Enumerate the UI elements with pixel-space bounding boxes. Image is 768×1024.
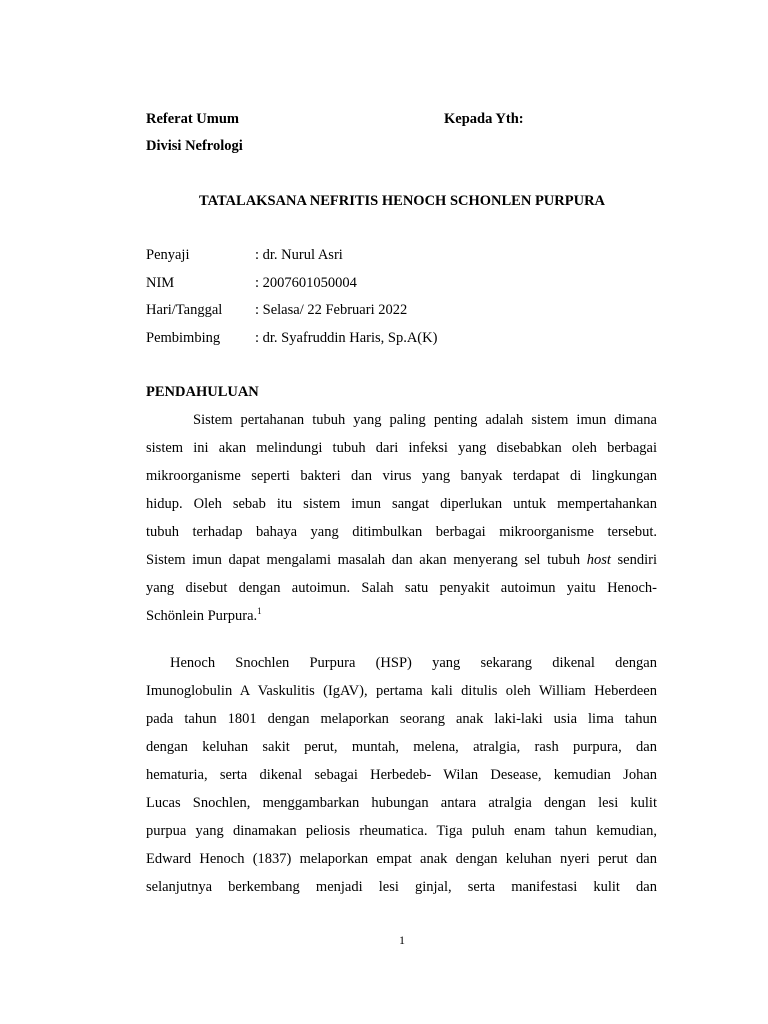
line-text: Schönlein Purpura.	[146, 608, 258, 624]
meta-label: Penyaji	[146, 247, 190, 263]
paragraph-line: Henoch Snochlen Purpura (HSP) yang sekarang dikenal dengan	[170, 655, 657, 671]
meta-value: : dr. Nurul Asri	[255, 247, 343, 263]
paragraph-line: dengan keluhan sakit perut, muntah, melena, atralgia, rash purpura, dan	[146, 739, 657, 755]
meta-label: NIM	[146, 275, 175, 291]
paragraph-1	[146, 410, 657, 634]
paragraph-line: purpua yang dinamakan peliosis rheumatica. Tiga puluh enam tahun kemudian,	[146, 823, 657, 839]
paragraph-2	[146, 653, 657, 905]
paragraph-line: Sistem pertahanan tubuh yang paling penting adalah sistem imun dimana	[193, 412, 657, 428]
section-heading: PENDAHULUAN	[146, 384, 259, 400]
line-tail: sendiri	[610, 552, 657, 568]
meta-label: Pembimbing	[146, 330, 221, 346]
paragraph-line: Imunoglobulin A Vaskulitis (IgAV), pertama kali ditulis oleh William Heberdeen	[146, 683, 657, 699]
italic-host: host	[586, 552, 611, 568]
header-divisi: Divisi Nefrologi	[146, 138, 243, 154]
footnote-ref: 1	[257, 606, 262, 616]
paragraph-line: tubuh terhadap bahaya yang ditimbulkan berbagai mikroorganisme tersebut.	[146, 524, 657, 540]
header-referat: Referat Umum	[146, 111, 240, 127]
meta-value: : Selasa/ 22 Februari 2022	[255, 302, 408, 318]
line-text: Sistem imun dapat mengalami masalah dan akan menyerang sel tubuh	[146, 552, 581, 568]
paragraph-line: hematuria, serta dikenal sebagai Herbedeb- Wilan Desease, kemudian Johan	[146, 767, 657, 783]
paragraph-line-host	[146, 550, 657, 578]
paragraph-line: sistem ini akan melindungi tubuh dari infeksi yang disebabkan oleh berbagai	[146, 440, 657, 456]
paragraph-line-last	[146, 606, 657, 634]
meta-label: Hari/Tanggal	[146, 302, 223, 318]
paragraph-line: hidup. Oleh sebab itu sistem imun sangat diperlukan untuk mempertahankan	[146, 496, 657, 512]
paragraph-line: selanjutnya berkembang menjadi lesi ginjal, serta manifestasi kulit dan	[146, 879, 657, 895]
document-title: TATALAKSANA NEFRITIS HENOCH SCHONLEN PURPURA	[198, 193, 606, 209]
page-number: 1	[399, 933, 405, 947]
header-kepada: Kepada Yth:	[444, 111, 524, 127]
paragraph-line: Lucas Snochlen, menggambarkan hubungan antara atralgia dengan lesi kulit	[146, 795, 657, 811]
paragraph-line: yang disebut dengan autoimun. Salah satu penyakit autoimun yaitu Henoch-	[146, 580, 657, 596]
paragraph-line: mikroorganisme seperti bakteri dan virus yang banyak terdapat di lingkungan	[146, 468, 657, 484]
paragraph-line: Edward Henoch (1837) melaporkan empat anak dengan keluhan nyeri perut dan	[146, 851, 657, 867]
meta-value: : dr. Syafruddin Haris, Sp.A(K)	[255, 330, 438, 346]
meta-value: : 2007601050004	[255, 275, 357, 291]
paragraph-line: pada tahun 1801 dengan melaporkan seorang anak laki-laki usia lima tahun	[146, 711, 657, 727]
